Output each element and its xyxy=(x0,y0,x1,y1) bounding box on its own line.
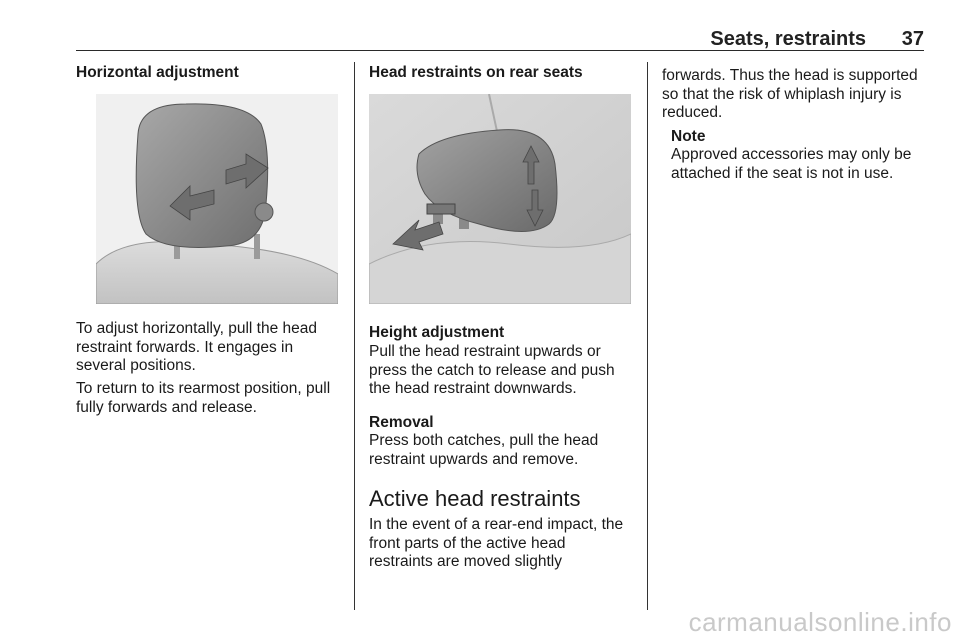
text-line: reduced. xyxy=(662,104,723,121)
text-line: the head restraint downwards. xyxy=(369,380,577,397)
text-line: Pull the head restraint upwards or xyxy=(369,343,601,360)
text-line: attached if the seat is not in use. xyxy=(671,164,894,182)
rear-head-restraint-figure xyxy=(369,94,631,304)
note-heading: Note xyxy=(671,128,706,145)
text-line: front parts of the active head xyxy=(369,534,566,552)
removal-text xyxy=(369,432,598,469)
text-line: In the event of a rear-end impact, the xyxy=(369,516,624,533)
text-line: restraint forwards. It engages in xyxy=(76,338,294,356)
rear-head-restraint-illustration xyxy=(369,94,631,304)
column-divider-2 xyxy=(647,62,648,610)
text-line: restraint upwards and remove. xyxy=(369,450,579,468)
section-title: Seats, restraints xyxy=(710,28,866,50)
text-line: press the catch to release and push xyxy=(369,361,615,379)
note-text xyxy=(671,146,911,183)
text-line: fully forwards and release. xyxy=(76,398,257,416)
removal-heading: Removal xyxy=(369,414,434,431)
height-adjustment-heading: Height adjustment xyxy=(369,324,505,341)
text-line: forwards. Thus the head is supported xyxy=(662,67,918,84)
watermark: carmanualsonline.info xyxy=(688,607,952,637)
whiplash-text xyxy=(662,67,918,123)
text-line: so that the risk of whiplash injury is xyxy=(662,85,902,103)
text-line: To adjust horizontally, pull the head xyxy=(76,320,317,337)
height-adjustment-text xyxy=(369,343,615,399)
text-line: Approved accessories may only be xyxy=(671,146,912,163)
horizontal-para2 xyxy=(76,380,330,417)
text-line: several positions. xyxy=(76,357,196,374)
page-number: 37 xyxy=(901,28,924,50)
active-head-restraints-text xyxy=(369,516,623,572)
horizontal-adjustment-heading: Horizontal adjustment xyxy=(76,64,239,81)
horizontal-para1 xyxy=(76,320,317,376)
page-header xyxy=(76,26,924,51)
text-line: To return to its rearmost position, pull xyxy=(76,380,331,397)
text-line: restraints are moved slightly xyxy=(369,553,562,570)
head-restraint-illustration xyxy=(96,94,338,304)
rear-seats-heading: Head restraints on rear seats xyxy=(369,64,583,81)
text-line: Press both catches, pull the head xyxy=(369,432,599,449)
horizontal-adjustment-figure xyxy=(96,94,338,304)
active-head-restraints-heading: Active head restraints xyxy=(369,486,581,511)
column-divider-1 xyxy=(354,62,355,610)
